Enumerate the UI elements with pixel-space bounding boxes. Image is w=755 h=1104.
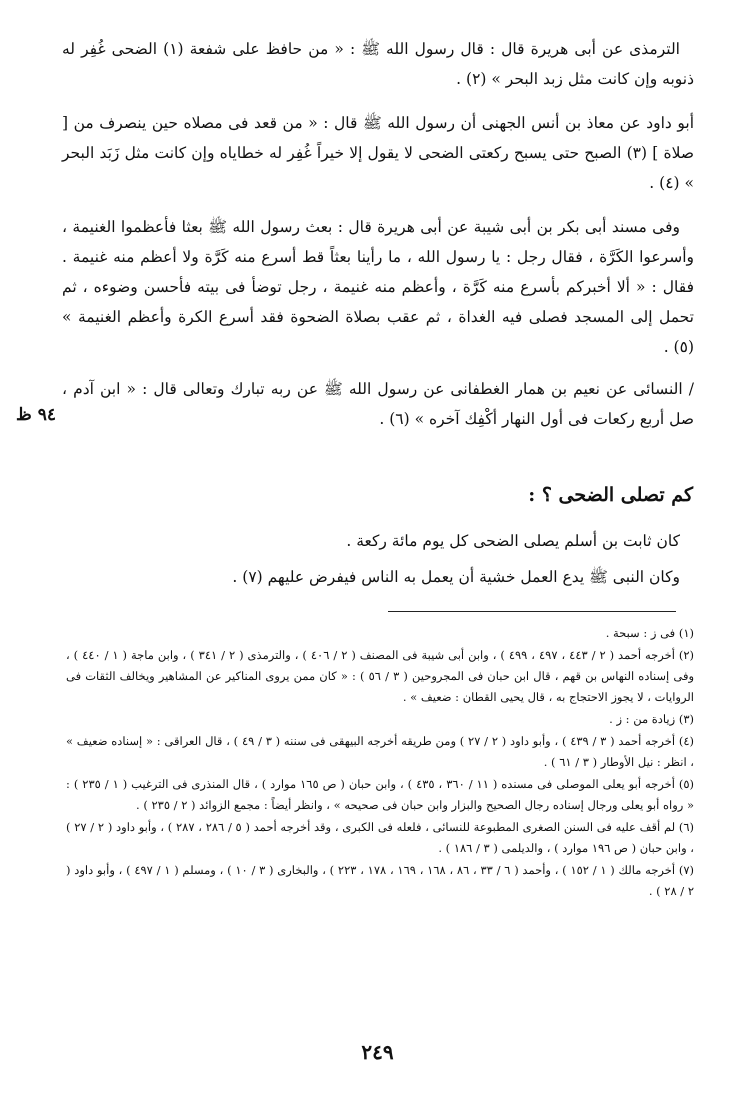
page-number: ٢٤٩ (361, 1040, 394, 1064)
thabit-statement: كان ثابت بن أسلم يصلى الضحى كل يوم مائة ركعة . (346, 532, 680, 550)
footnote-4: (٤) أخرجه أحمد ( ٣ / ٤٣٩ ) ، وأبو داود ( ٢ / ٢٧ ) ومن طريقه أخرجه البيهقى فى سننه ( ٣ / ٤٩ ) ، قال العراقى : « إسناده ضعيف » ، انظر : نيل الأوطار ( ٣ / ٦١ ) . (66, 734, 694, 769)
hadith-tirmidhi: الترمذى عن أبى هريرة قال : قال رسول الله ﷺ : « من حافظ على شفعة (١) الضحى غُفِر له ذنوبه وإن كانت مثل زبد البحر » (٢) . (62, 40, 694, 88)
footnote-2: (٢) أخرجه أحمد ( ٢ / ٤٤٣ ، ٤٩٧ ، ٤٩٩ ) ، وابن أبى شيبة فى المصنف ( ٢ / ٤٠٦ ) ، والترمذى ( ٢ / ٣٤١ ) ، وابن ماجة ( ١ / ٤٤٠ ) ، وفى إسناده النهاس بن قهم ، قال ابن حبان فى المجروحين ( ٣ / ٥٦ ) : « كان ممن يروى المناكير عن المشاهير ويخالف الثقات فى الروايات ، لا يجوز الاحتجاج به ، قال يحيى القطان : ضعيف » . (66, 648, 695, 704)
footnote-6: (٦) لم أقف عليه فى السنن الصغرى المطبوعة للنسائى ، فلعله فى الكبرى ، وقد أخرجه أحمد ( ٥ / ٢٨٦ ، ٢٨٧ ) ، وأبو داود ( ٢ / ٢٧ ) ، وابن حبان ( ص ١٩٦ موارد ) ، والديلمى ( ٣ / ١٨٦ ) . (66, 820, 695, 855)
manuscript-folio-marker: ٩٤ ظ (16, 405, 56, 425)
hadith-nasai: / النسائى عن نعيم بن همار الغطفانى عن رسول الله ﷺ عن ربه تبارك وتعالى قال : « ابن آدم ، صل أربع ركعات فى أول النهار أكْفِك آخره » (٦) . (62, 380, 694, 428)
main-text-bottom (62, 526, 694, 592)
hadith-ibn-abi-shayba: وفى مسند أبى بكر بن أبى شيبة عن أبى هريرة قال : بعث رسول الله ﷺ بعثا فأعظموا الغنيمة ، وأسرعوا الكَرَّة ، فقال رجل : يا رسول الله ، ما رأينا بعثاً قط أسرع منه كَرَّة ولا أعظم منه غنيمة . فقال : « ألا أخبركم بأسرع منه كَرَّة ، وأعظم منه غنيمة ، رجل توضأ فى بيته فأحسن وضوءه ، ثم تحمل إلى المسجد فصلى فيه الغداة ، ثم عقب بصلاة الضحوة فقد أسرع الكرة وأعظم الغنيمة » (٥) . (62, 218, 694, 356)
hadith-abu-dawud: أبو داود عن معاذ بن أنس الجهنى أن رسول الله ﷺ قال : « من قعد فى مصلاه حين ينصرف من [ صلاة ] (٣) الصبح حتى يسبح ركعتى الضحى لا يقول إلا خيراً غُفِر له خطاياه وإن كانت مثل زَبَد البحر » (٤) . (62, 114, 694, 192)
footnote-1: (١) فى ز : سبحة . (605, 626, 694, 640)
section-heading: كم تصلى الضحى ؟ : (528, 484, 693, 506)
footnote-divider (388, 611, 676, 612)
footnote-5: (٥) أخرجه أبو يعلى الموصلى فى مسنده ( ١١ / ٣٦٠ ، ٤٣٥ ) ، وابن حبان ( ص ١٦٥ موارد ) ، قال المنذرى فى الترغيب ( ١ / ٢٣٥ ) : « رواه أبو يعلى ورجال إسناده رجال الصحيح والبزار وابن حبان فى صحيحه » ، وانظر أيضاً : مجمع الزوائد ( ٢ / ٢٣٥ ) . (66, 777, 695, 812)
prophet-statement: وكان النبى ﷺ يدع العمل خشية أن يعمل به الناس فيفرض عليهم (٧) . (232, 568, 680, 586)
footnote-7: (٧) أخرجه مالك ( ١ / ١٥٢ ) ، وأحمد ( ٦ / ٣٣ ، ٨٦ ، ١٦٨ ، ١٦٩ ، ١٧٨ ، ٢٢٣ ) ، والبخارى ( ٣ / ١٠ ) ، ومسلم ( ١ / ٤٩٧ ) ، وأبو داود ( ٢ / ٢٨ ) . (66, 863, 694, 898)
main-text-top (62, 34, 694, 434)
footnote-3: (٣) زيادة من : ز . (609, 712, 694, 726)
footnotes (66, 623, 694, 903)
